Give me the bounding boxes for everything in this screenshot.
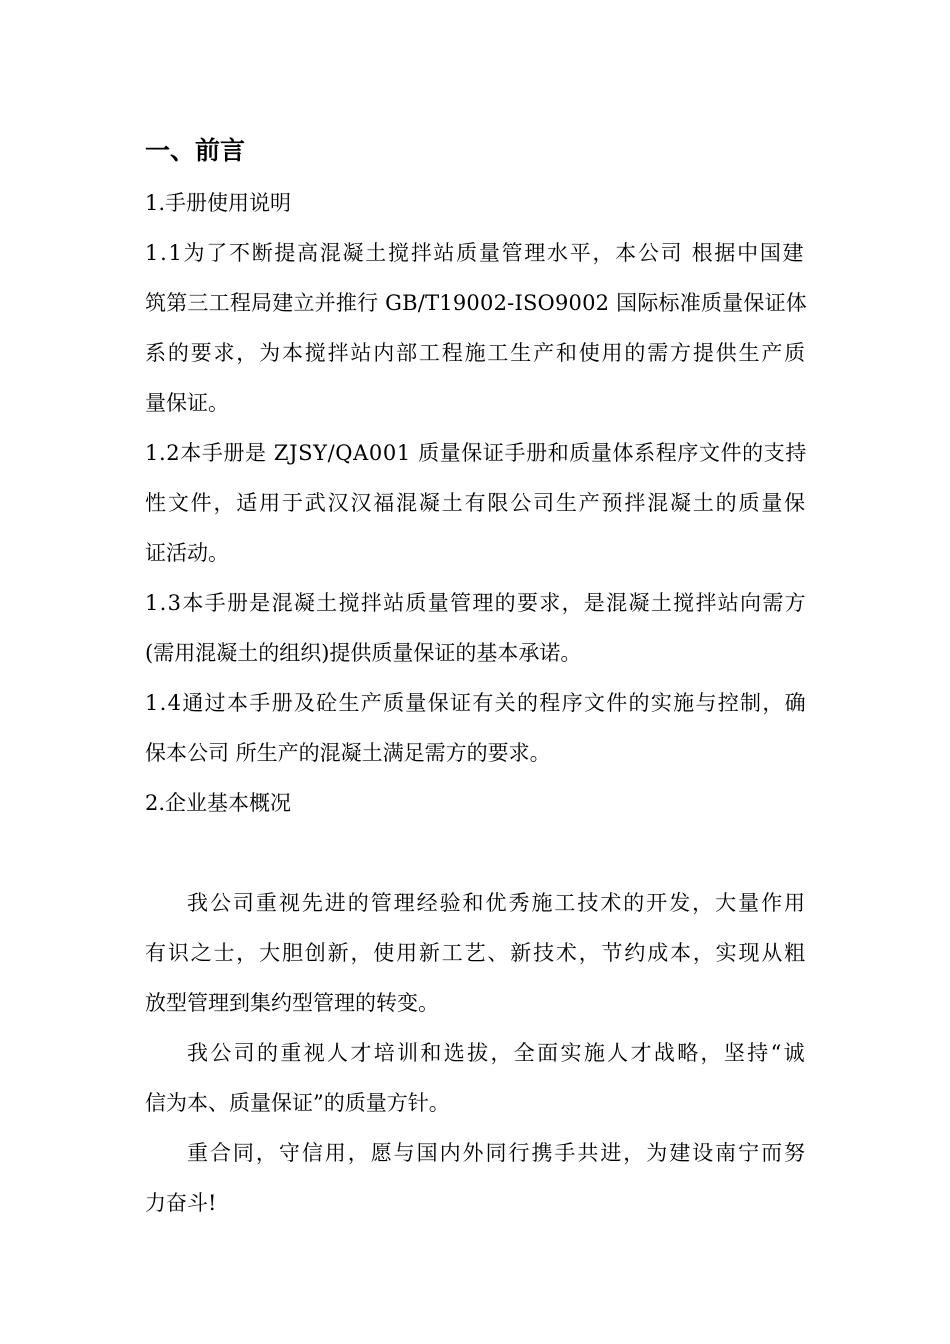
- paragraph-line: 1.1为了不断提高混凝土搅拌站质量管理水平，本公司 根据中国建: [145, 241, 806, 265]
- paragraph-2-1: [145, 878, 807, 1028]
- paragraph-1-3: [145, 578, 807, 678]
- paragraph-line: 信为本、质量保证”的质量方针。: [145, 1091, 450, 1115]
- section-title-company-overview: 2.企业基本概况: [145, 791, 292, 815]
- paragraph-line: 我公司的重视人才培训和选拔，全面实施人才战略，坚持“诚: [187, 1041, 807, 1065]
- paragraph-line: 保本公司 所生产的混凝土满足需方的要求。: [145, 741, 551, 765]
- paragraph-line: 我公司重视先进的管理经验和优秀施工技术的开发，大量作用: [187, 891, 807, 915]
- paragraph-line: 性文件，适用于武汉汉福混凝土有限公司生产预拌混凝土的质量保: [145, 491, 807, 515]
- paragraph-line: 1.4通过本手册及砼生产质量保证有关的程序文件的实施与控制，确: [145, 691, 807, 715]
- paragraph-line: (需用混凝土的组织)提供质量保证的基本承诺。: [145, 641, 582, 665]
- paragraph-line: 1.3本手册是混凝土搅拌站质量管理的要求，是混凝土搅拌站向需方: [145, 591, 807, 615]
- paragraph-line: 重合同，守信用，愿与国内外同行携手共进，为建设南宁而努: [187, 1141, 807, 1165]
- paragraph-line: 系的要求，为本搅拌站内部工程施工生产和使用的需方提供生产质: [145, 341, 807, 365]
- paragraph-1-1: [145, 228, 807, 428]
- paragraph-line: 放型管理到集约型管理的转变。: [145, 991, 439, 1015]
- paragraph-line: 筑第三工程局建立并推行 GB/T19002-ISO9002 国际标准质量保证体: [145, 291, 807, 315]
- paragraph-1-2: [145, 428, 807, 578]
- paragraph-line: 有识之士，大胆创新，使用新工艺、新技术，节约成本，实现从粗: [145, 941, 807, 965]
- paragraph-line: 量保证。: [145, 391, 229, 415]
- blank-line: [145, 828, 807, 878]
- paragraph-1-4: [145, 678, 807, 778]
- paragraph-line: 力奋斗!: [145, 1191, 217, 1215]
- chapter-heading: 一、前言: [145, 136, 246, 165]
- paragraph-2-3: [145, 1128, 807, 1228]
- section-title-manual-usage: 1.手册使用说明: [145, 191, 292, 215]
- paragraph-2-2: [145, 1028, 807, 1128]
- document-body: [145, 124, 807, 1228]
- paragraph-line: 证活动。: [145, 541, 229, 565]
- paragraph-line: 1.2本手册是 ZJSY/QA001 质量保证手册和质量体系程序文件的支持: [145, 441, 807, 465]
